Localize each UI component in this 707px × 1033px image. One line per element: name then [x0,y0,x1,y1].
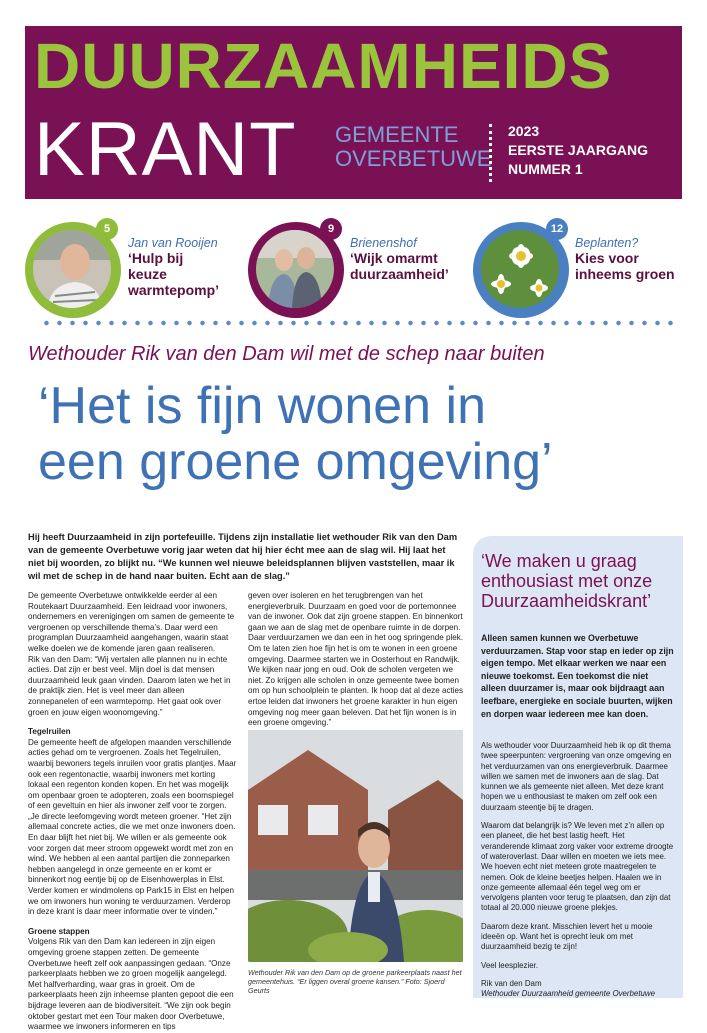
article-column-2 [248,591,465,729]
daisy-flowers-image [481,230,559,308]
portrait-man-image [33,230,111,308]
teaser-headline-2 [350,250,470,282]
municipality-name [335,123,491,171]
article-photo[interactable] [248,730,463,962]
dotted-divider [40,320,680,326]
masthead-title: DUURZAAMHEIDS [34,30,613,102]
edition-number: NUMMER 1 [508,161,583,177]
teaser-headline-line: inheems groen [575,266,675,282]
paragraph: De gemeente heeft de afgelopen maanden verschillende acties gehad om te vergroenen. Zoals het Tegelruilen, waarbij bewoners tegels inruilen voor gratis plantjes. Maar ook een regentonactie, waarbij inwoners met korting lokaal een regenton konden kopen. En het was mogelijk om openbaar groen te adopteren, zoals een boomspiegel of een geveltuin en hier als inwoner zelf voor te zorgen. „Je directe leefomgeving wordt meteen groener. “Het zijn allemaal concrete acties, die we met onze inwoners doen. En daar blijft het niet bij. We willen er als gemeente ook voor zorgen dat meer stroom opgewekt wordt met zon en wind. We hebben al een aantal partijen die zonneparken hebben aangelegd in onze gemeente en er komt er binnenkort nog eentje bij op de Eisenhowerplas in Elst. Verder komen er windmolens op Park15 in Elst en helpen we om inwoners hun woning te verduurzamen. Verderop in deze krant is daar meer informatie over te vinden.” [28,737,237,917]
page-badge-1: 5 [96,218,118,240]
paragraph: Veel leesplezier. [481,960,539,970]
masthead-divider [489,124,496,182]
paragraph: Als wethouder voor Duurzaamheid heb ik op dit thema twee speerpunten: vergroening van onze omgeving en het verduurzamen van ons energieverbruik. Daarmee willen we samen met de inwoners aan de slag. Dat kunnen we als gemeente niet alleen. Met deze krant hopen we u enthousiast te maken om zelf ook een duurzaam steentje bij te dragen. [481,741,672,812]
teaser-headline-line: ‘Hulp bij [128,250,184,266]
sidebar-body [481,741,675,1000]
teaser-headline-1 [128,250,248,298]
teaser-photo-3[interactable] [481,230,559,308]
teaser-1[interactable] [128,236,248,298]
paragraph: Daarom deze krant. Misschien levert het u mooie ideeën op. Want het is oprecht leuk om met duurzaamheid bezig te zijn! [481,921,653,952]
teaser-photo-2[interactable] [256,230,334,308]
teaser-name-3: Beplanten? [575,236,639,250]
article-column-1 [28,591,237,1033]
article-intro: Hij heeft Duurzaamheid in zijn portefeuille. Tijdens zijn installatie liet wethouder Rik van den Dam van de gemeente Overbetuwe vorig jaar weten dat hij hier écht mee aan de slag wil. Hij laat het niet bij woorden, zo blijkt nu. “We kunnen wel nieuwe beleidsplannen blijven vaststellen, maar ik wil met de schep in de hand naar buiten. Echt aan de slag.” [28,532,458,581]
alderman-photo-image [248,730,463,962]
municipality-line-1: GEMEENTE [335,122,459,147]
headline-line-1: ‘Het is fijn wonen in [38,377,486,435]
teaser-headline-line: Kies voor [575,250,639,266]
teaser-headline-line: warmtepomp’ [128,282,220,298]
teaser-headline-line: ‘Wijk omarmt [350,250,438,266]
teaser-3[interactable] [575,236,695,282]
teaser-headline-line: keuze [128,266,167,282]
subheading-tegelruilen: Tegelruilen [28,727,71,737]
masthead-subtitle: KRANT [34,107,297,192]
paragraph: Rik van den Dam: “Wij vertalen alle plannen nu in echte acties. Dat zijn er best veel. Mijn doel is dat mensen duurzaamheid leuk gaan vinden. Daarom laten we het in de praktijk zien. Het is veel meer dan alleen zonnepanelen of een warmtepomp. Het gaat ook over groen en jouw eigen woonomgeving.” [28,654,231,717]
teaser-name-1: Jan van Rooijen [128,236,218,250]
sidebar-title: ‘We maken u graag enthousiast met onze Duurzaamheidskrant’ [481,551,653,611]
teaser-2[interactable] [350,236,470,282]
edition-year: 2023 [508,123,540,139]
paragraph: Waarom dat belangrijk is? We leven met z’n allen op een planeet, die het best lastig heeft. Het veranderende klimaat zorg vaker voor extreme droogte of wateroverlast. Daar willen en moeten we iets mee. We hoeven echt niet meteen grote maatregelen te nemen. Ook de kleine beetjes helpen. Haalen we in onze gemeente allemaal één tegel weg om er vervolgens planten voor terug te plaatsen, dan zijn dat totaal al 20.000 nieuwe groene plekjes. [481,821,674,913]
headline-line-2: een groene omgeving’ [38,433,553,491]
page-badge-2: 9 [320,218,342,240]
teaser-headline-line: duurzaamheid’ [350,266,449,282]
article-kicker: Wethouder Rik van den Dam wil met de schep naar buiten [28,343,545,365]
teaser-photo-1[interactable] [33,230,111,308]
teaser-headline-3 [575,250,695,282]
signature-name: Rik van den Dam [481,978,542,988]
paragraph: geven over isoleren en het terugbrengen van het energieverbruik. Duurzaam en goed voor de portemonnee van de inwoner. Ook dat zijn groene stappen. En binnenkort gaan we aan de slag met de openbare ruimte in de dorpen. Daar verduurzamen we dan een in het oog springende plek. Om te laten zien hoe fijn het is om te wonen in een groene omgeving. Daarmee starten we in Oosterhout en Randwijk. We kijken naar jong en oud. Ook de scholen vergeten we niet. Zo krijgen alle scholen in onze gemeente twee bomen om op hun schoolplein te planten. Ik hoop dat al deze acties ertoe leiden dat inwoners het groene karakter in hun eigen omgeving nog meer gaan beleven. Dat het fijn wonen is in een groene omgeving.” [248,591,464,728]
edition-info [508,122,648,179]
portrait-couple-image [256,230,334,308]
article-headline [38,378,698,490]
subheading-groene-stappen: Groene stappen [28,926,90,936]
teaser-name-2: Brienenshof [350,236,417,250]
photo-caption: Wethouder Rik van den Dam op de groene parkeerplaats naast het gemeentehuis. “Er liggen overal groene kansen.” Foto: Sjoerd Geurts [248,968,462,995]
signature-role: Wethouder Duurzaamheid gemeente Overbetuwe [481,989,655,999]
sidebar-intro: Alleen samen kunnen we Overbetuwe verduurzamen. Stap voor stap en ieder op zijn eigen tempo. Met elkaar werken we naar een nieuwe toekomst. Een toekomst die niet alleen duurzamer is, maar ook bijdraagt aan leefbare, energieke en sociale buurten, wijken en dorpen waar iedereen mee kan doen. [481,633,674,719]
municipality-line-2: OVERBETUWE [335,146,492,171]
edition-volume: EERSTE JAARGANG [508,142,649,158]
paragraph: Volgens Rik van den Dam kan iedereen in zijn eigen omgeving groene stappen zetten. De gemeente Overbetuwe heeft zelf ook aanpassingen gedaan. “Onze parkeerplaats hebben we zo groen mogelijk aangelegd. Met halfverharding, waar gras in groeit. Om de parkeerplaats heen zijn inheemse planten gepoot die een bijdrage leveren aan de biodiversiteit. “We zijn ook begin oktober gestart met een Tour maken door Overbetuwe, waarmee we inwoners informeren en tips [28,937,234,1032]
page-badge-3: 12 [546,218,568,240]
paragraph: De gemeente Overbetuwe ontwikkelde eerder al een Routekaart Duurzaamheid. Een leidraad voor inwoners, ondernemers en verenigingen om samen de gemeente te vergroenen op verschillende thema’s. Daar werd een programplan Duurzaamheid aangehangen, waarin staat welke doelen we de komende jaren gaan realiseren. [28,591,235,653]
